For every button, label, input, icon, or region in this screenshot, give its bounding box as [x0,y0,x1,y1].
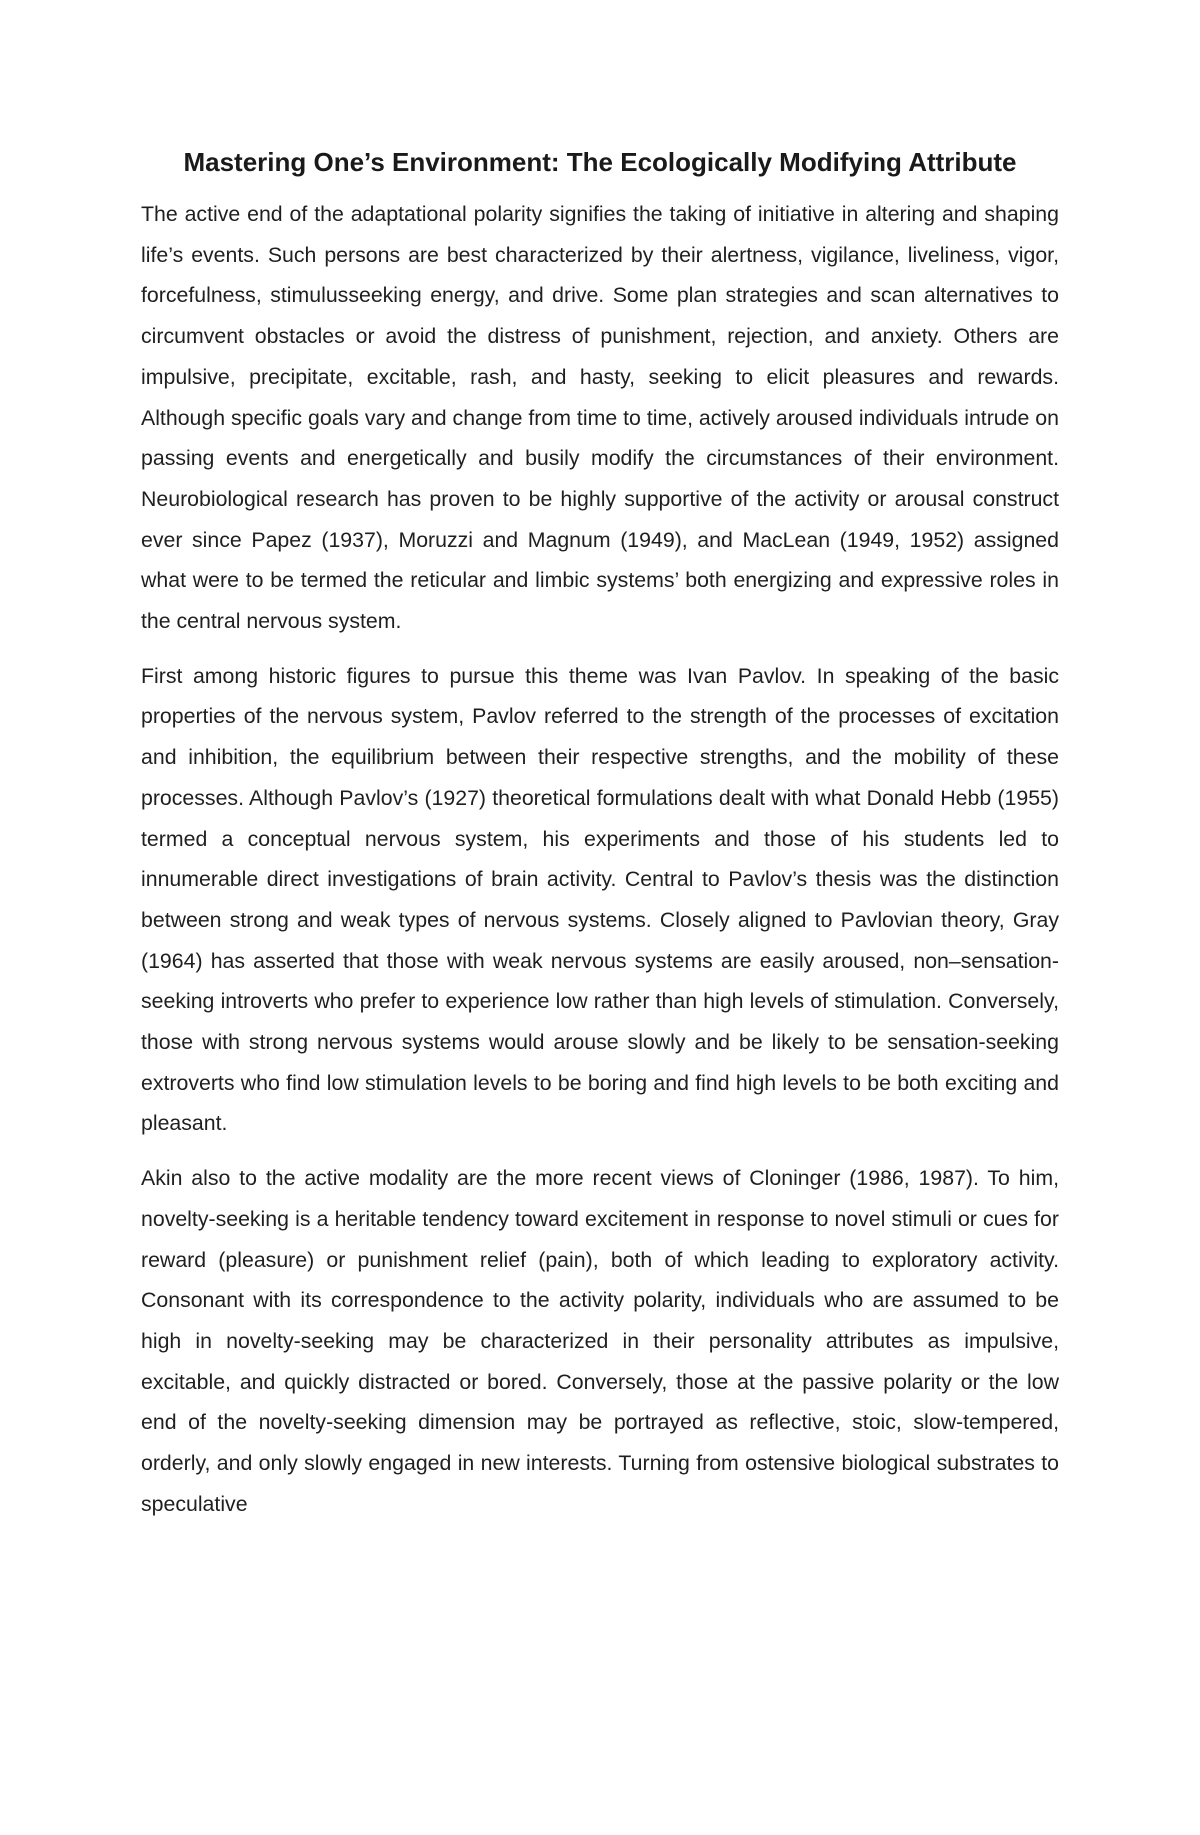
document-body [141,136,1059,1525]
paragraph-cloninger: Akin also to the active modality are the more recent views of Cloninger (1986, 1987). To him, novelty-seeking is a heritable tendency toward excitement in response to novel stimuli or cues for reward (pleasure) or punishment relief (pain), both of which leading to exploratory activity. Consonant with its correspondence to the activity polarity, individuals who are assumed to be high in novelty-seeking may be characterized in their personality attributes as impulsive, excitable, and quickly distracted or bored. Conversely, those at the passive polarity or the low end of the novelty-seeking dimension may be portrayed as reflective, stoic, slow-tempered, orderly, and only slowly engaged in new interests. Turning from ostensive biological substrates to speculative [141,1166,1059,1516]
document-title: Mastering One’s Environment: The Ecologically Modifying Attribute [183,147,1017,177]
paragraph-active-polarity: The active end of the adaptational polarity signifies the taking of initiative in altering and shaping life’s events. Such persons are best characterized by their alertness, vigilance, liveliness, vigor, forcefulness, stimulusseeking energy, and drive. Some plan strategies and scan alternatives to circumvent obstacles or avoid the distress of punishment, rejection, and anxiety. Others are impulsive, precipitate, excitable, rash, and hasty, seeking to elicit pleasures and rewards. Although specific goals vary and change from time to time, actively aroused individuals intrude on passing events and energetically and busily modify the circumstances of their environment. Neurobiological research has proven to be highly supportive of the activity or arousal construct ever since Papez (1937), Moruzzi and Magnum (1949), and MacLean (1949, 1952) assigned what were to be termed the reticular and limbic systems’ both energizing and expressive roles in the central nervous system. [141,202,1059,634]
paragraph-pavlov: First among historic figures to pursue this theme was Ivan Pavlov. In speaking of the basic properties of the nervous system, Pavlov referred to the strength of the processes of excitation and inhibition, the equilibrium between their respective strengths, and the mobility of these processes. Although Pavlov’s (1927) theoretical formulations dealt with what Donald Hebb (1955) termed a conceptual nervous system, his experiments and those of his students led to innumerable direct investigations of brain activity. Central to Pavlov’s thesis was the distinction between strong and weak types of nervous systems. Closely aligned to Pavlovian theory, Gray (1964) has asserted that those with weak nervous systems are easily aroused, non–sensation-seeking introverts who prefer to experience low rather than high levels of stimulation. Conversely, those with strong nervous systems would arouse slowly and be likely to be sensation-seeking extroverts who find low stimulation levels to be boring and find high levels to be both exciting and pleasant. [141,663,1059,1136]
